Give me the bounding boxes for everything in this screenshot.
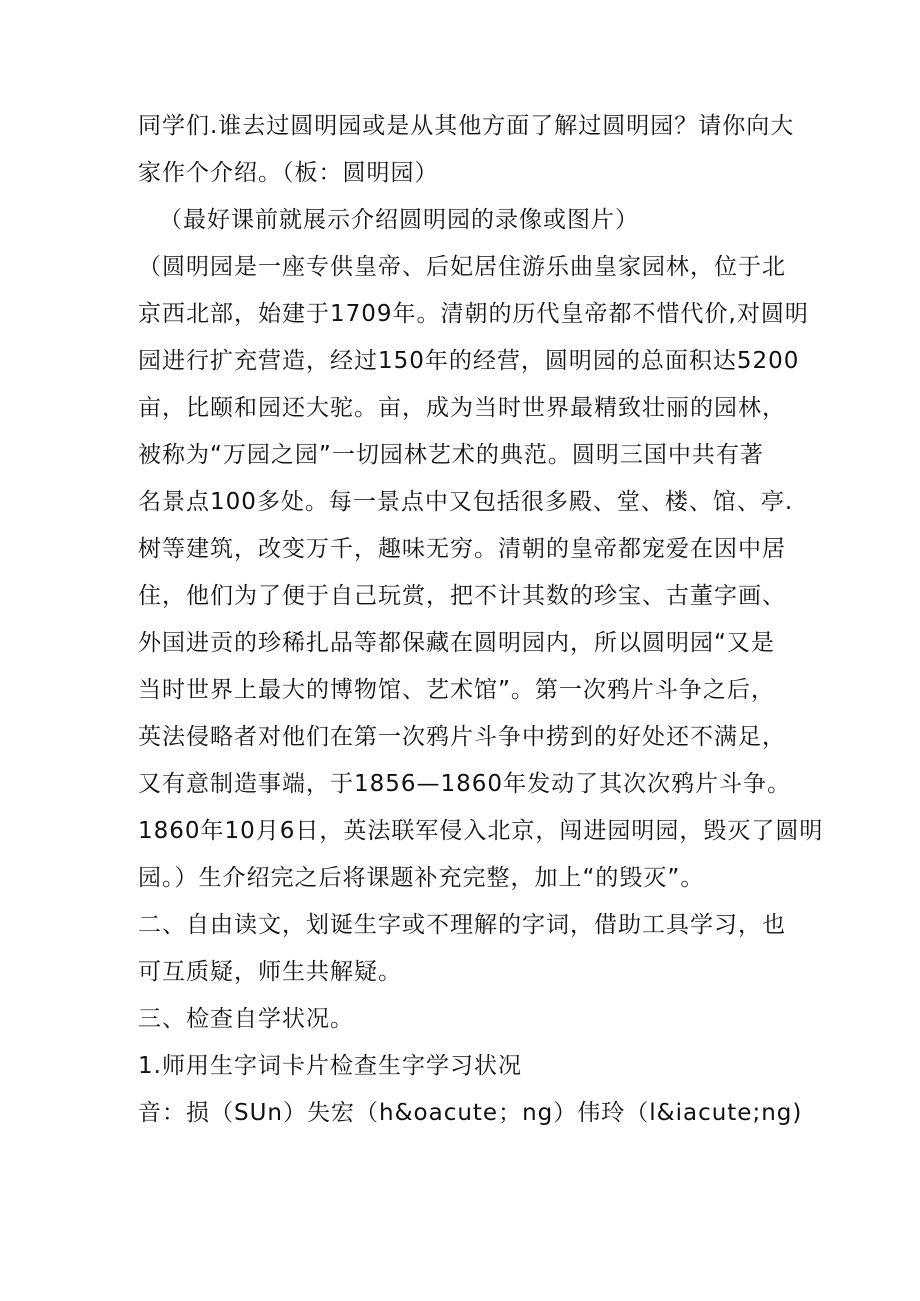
paragraph-line: 同学们.谁去过圆明园或是从其他方面了解过圆明园？请你向大 xyxy=(138,113,795,139)
paragraph-line: 园进行扩充营造，经过150年的经营，圆明园的总面积达5200 xyxy=(138,348,800,374)
paragraph-line: 亩，比颐和园还大驼。亩，成为当时世界最精致壮丽的园林， xyxy=(138,395,786,421)
paragraph-line: 外国进贡的珍稀扎品等都保藏在圆明园内，所以圆明园“又是 xyxy=(138,630,775,656)
paragraph-line: 可互质疑，师生共解疑。 xyxy=(138,959,402,985)
paragraph-line: 京西北部，始建于1709年。清朝的历代皇帝都不惜代价,对圆明 xyxy=(138,301,809,327)
paragraph-line: 树等建筑，改变万千，趣味无穷。清朝的皇帝都宠爱在因中居 xyxy=(138,536,786,562)
paragraph-line: 园。）生介绍完之后将课题补充完整，加上“的毁灭”。 xyxy=(138,865,705,891)
paragraph-line: 家作个介绍。（板：圆明园） xyxy=(138,160,439,186)
list-item-line: 1.师用生字词卡片检查生字学习状况 xyxy=(138,1053,522,1079)
paragraph-line: 又有意制造事端，于1856—1860年发动了其次次鸦片斗争。 xyxy=(138,771,792,797)
paragraph-line: 英法侵略者对他们在第一次鸦片斗争中捞到的好处还不满足， xyxy=(138,724,786,750)
section-heading-line: 三、检查自学状况。 xyxy=(138,1006,354,1032)
section-heading-line: 二、自由读文，划诞生字或不理解的字词，借助工具学习，也 xyxy=(138,912,786,938)
paragraph-line: 当时世界上最大的博物馆、艺术馆”。第一次鸦片斗争之后， xyxy=(138,677,775,703)
paragraph-line: 1860年10月6日，英法联军侵入北京，闯进园明园，毁灭了圆明 xyxy=(138,818,824,844)
pronunciation-line: 音：损（SUn）失宏（h&oacute；ng）伟玲（l&iacute;ng) xyxy=(138,1100,803,1126)
document-body xyxy=(138,103,824,1137)
paragraph-line: （最好课前就展示介绍圆明园的录像或图片） xyxy=(159,207,639,233)
paragraph-line: 被称为“万园之园”一切园林艺术的典范。圆明三国中共有著 xyxy=(138,442,764,468)
paragraph-line: 住，他们为了便于自己玩赏，把不计其数的珍宝、古董字画、 xyxy=(138,583,786,609)
paragraph-line: （圆明园是一座专供皇帝、后妃居住游乐曲皇家园林，位于北 xyxy=(138,254,786,280)
paragraph-line: 名景点100多处。每一景点中又包括很多殿、堂、楼、馆、亭. xyxy=(138,489,794,515)
